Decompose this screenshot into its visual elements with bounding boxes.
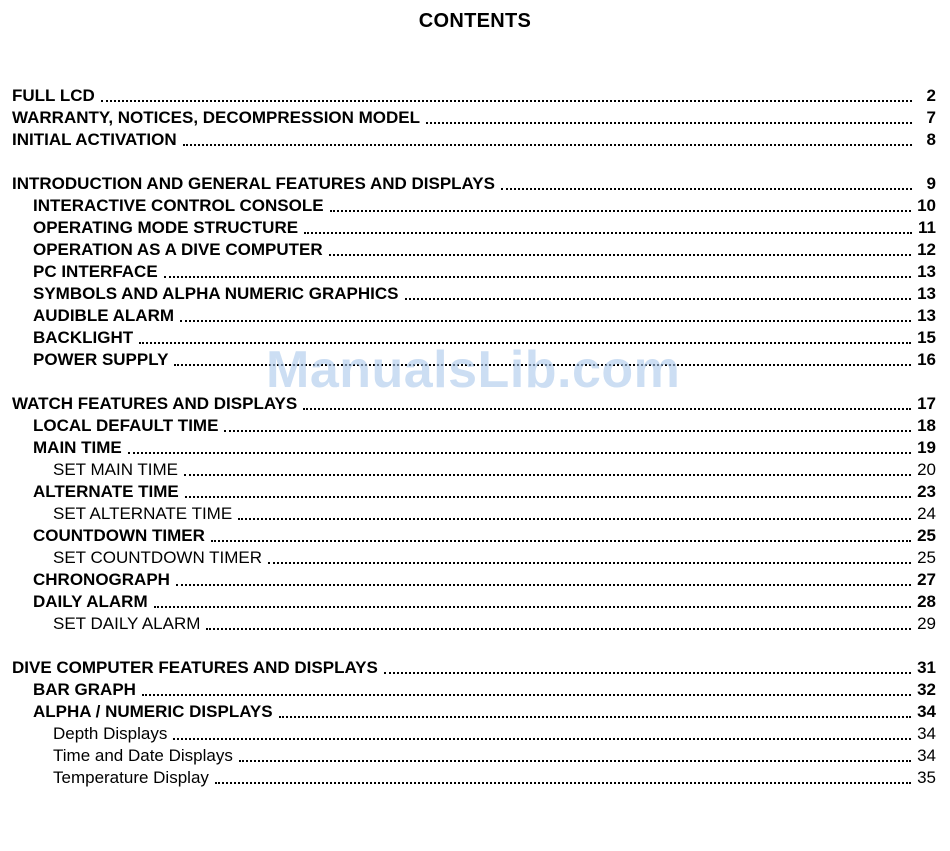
toc-entry-label: Depth Displays: [53, 724, 168, 743]
toc-entry[interactable]: [33, 591, 936, 613]
leader-dots: [180, 305, 911, 327]
toc-entry[interactable]: [53, 723, 936, 745]
leader-dots: [101, 85, 912, 107]
toc-entry-page: 13: [917, 262, 936, 281]
toc-entry-label: OPERATING MODE STRUCTURE: [33, 218, 299, 237]
toc-entry-label: INTRODUCTION AND GENERAL FEATURES AND DISPLAYS: [12, 174, 495, 193]
toc-entry[interactable]: [33, 415, 936, 437]
toc-entry[interactable]: [33, 525, 936, 547]
toc-entry-page: 35: [917, 768, 936, 787]
leader-dots: [211, 525, 911, 547]
toc-entry-page: 24: [917, 504, 936, 523]
leader-dots: [426, 107, 912, 129]
leader-dots: [279, 701, 911, 723]
toc-entry-page: 34: [917, 724, 936, 743]
toc-entry-label: MAIN TIME: [33, 438, 122, 457]
toc-entry-label: AUDIBLE ALARM: [33, 306, 175, 325]
toc-entry-page: 13: [917, 306, 936, 325]
toc-entry-page: 31: [917, 658, 936, 677]
toc-entry-label: WATCH FEATURES AND DISPLAYS: [12, 394, 298, 413]
toc-entry-label: SYMBOLS AND ALPHA NUMERIC GRAPHICS: [33, 284, 399, 303]
leader-dots: [184, 459, 911, 481]
leader-dots: [268, 547, 911, 569]
toc-entry[interactable]: [53, 745, 936, 767]
leader-dots: [238, 503, 911, 525]
toc-entry[interactable]: [12, 129, 936, 151]
toc-entry[interactable]: [53, 547, 936, 569]
toc-entry-page: 7: [926, 108, 936, 127]
leader-dots: [330, 195, 911, 217]
toc-entry[interactable]: [33, 217, 936, 239]
toc-entry-label: ALPHA / NUMERIC DISPLAYS: [33, 702, 273, 721]
leader-dots: [405, 283, 912, 305]
toc-entry-page: 9: [926, 174, 936, 193]
toc-entry-page: 18: [917, 416, 936, 435]
toc-entry[interactable]: [33, 261, 936, 283]
toc-entry[interactable]: [33, 239, 936, 261]
leader-dots: [154, 591, 911, 613]
leader-dots: [239, 745, 911, 767]
leader-dots: [304, 217, 912, 239]
toc-entry-page: 25: [917, 526, 936, 545]
toc-entry-page: 20: [917, 460, 936, 479]
toc-entry-page: 27: [917, 570, 936, 589]
leader-dots: [164, 261, 911, 283]
toc-entry-label: ALTERNATE TIME: [33, 482, 179, 501]
toc-entry-label: BAR GRAPH: [33, 680, 136, 699]
leader-dots: [224, 415, 911, 437]
toc-entry[interactable]: [12, 393, 936, 415]
toc-entry-label: Temperature Display: [53, 768, 209, 787]
leader-dots: [174, 349, 911, 371]
toc-entry[interactable]: [53, 613, 936, 635]
toc-entry[interactable]: [53, 459, 936, 481]
toc-entry-page: 11: [918, 218, 936, 237]
toc-entry[interactable]: [33, 305, 936, 327]
toc-entry-label: OPERATION AS A DIVE COMPUTER: [33, 240, 323, 259]
toc-entry-page: 34: [917, 746, 936, 765]
toc-entry-label: BACKLIGHT: [33, 328, 134, 347]
toc-entry-page: 2: [926, 86, 936, 105]
toc-entry-page: 10: [917, 196, 936, 215]
toc-entry[interactable]: [33, 679, 936, 701]
page-title: CONTENTS: [418, 10, 532, 32]
toc-entry[interactable]: [33, 349, 936, 371]
toc-entry-label: POWER SUPPLY: [33, 350, 169, 369]
toc-entry-label: WARRANTY, NOTICES, DECOMPRESSION MODEL: [12, 108, 421, 127]
toc-entry-label: INITIAL ACTIVATION: [12, 130, 177, 149]
toc-entry-page: 32: [917, 680, 936, 699]
toc-entry-page: 19: [917, 438, 936, 457]
toc-entry-label: SET MAIN TIME: [53, 460, 179, 479]
toc-entry-label: SET COUNTDOWN TIMER: [53, 548, 263, 567]
leader-dots: [303, 393, 911, 415]
toc-entry[interactable]: [33, 481, 936, 503]
leader-dots: [384, 657, 911, 679]
toc-entry[interactable]: [33, 327, 936, 349]
toc-entry[interactable]: [12, 85, 936, 107]
toc-entry-label: PC INTERFACE: [33, 262, 158, 281]
toc-entry-label: INTERACTIVE CONTROL CONSOLE: [33, 196, 324, 215]
toc-entry-page: 28: [917, 592, 936, 611]
toc-entry-label: DIVE COMPUTER FEATURES AND DISPLAYS: [12, 658, 378, 677]
toc-entry-page: 13: [917, 284, 936, 303]
watermark: ManualsLib.com: [266, 341, 681, 399]
toc-entry-label: FULL LCD: [12, 86, 95, 105]
toc-entry-page: 29: [917, 614, 936, 633]
toc-entry-label: SET DAILY ALARM: [53, 614, 201, 633]
leader-dots: [142, 679, 911, 701]
toc-entry[interactable]: [12, 657, 936, 679]
toc-entry-label: Time and Date Displays: [53, 746, 233, 765]
toc-entry[interactable]: [53, 503, 936, 525]
toc-entry-label: DAILY ALARM: [33, 592, 148, 611]
toc-entry[interactable]: [53, 767, 936, 789]
toc-entry[interactable]: [33, 701, 936, 723]
toc-entry-page: 23: [917, 482, 936, 501]
toc-entry-page: 34: [917, 702, 936, 721]
toc-entry-page: 12: [917, 240, 936, 259]
toc-entry[interactable]: [33, 569, 936, 591]
toc-entry[interactable]: [33, 195, 936, 217]
toc-entry-label: SET ALTERNATE TIME: [53, 504, 233, 523]
toc-entry[interactable]: [12, 173, 936, 195]
toc-entry-page: 17: [917, 394, 936, 413]
leader-dots: [185, 481, 911, 503]
leader-dots: [206, 613, 911, 635]
leader-dots: [139, 327, 911, 349]
leader-dots: [128, 437, 911, 459]
toc-entry-label: LOCAL DEFAULT TIME: [33, 416, 219, 435]
toc-entry-page: 25: [917, 548, 936, 567]
leader-dots: [501, 173, 912, 195]
toc-entry[interactable]: [12, 107, 936, 129]
leader-dots: [215, 767, 911, 789]
toc-entry-page: 16: [917, 350, 936, 369]
toc-entry[interactable]: [33, 437, 936, 459]
leader-dots: [183, 129, 912, 151]
toc-entry-label: CHRONOGRAPH: [33, 570, 170, 589]
leader-dots: [176, 569, 911, 591]
toc-entry-label: COUNTDOWN TIMER: [33, 526, 205, 545]
toc-entry-page: 8: [926, 130, 936, 149]
toc-entry-page: 15: [917, 328, 936, 347]
toc-entry[interactable]: [33, 283, 936, 305]
leader-dots: [329, 239, 911, 261]
leader-dots: [173, 723, 911, 745]
